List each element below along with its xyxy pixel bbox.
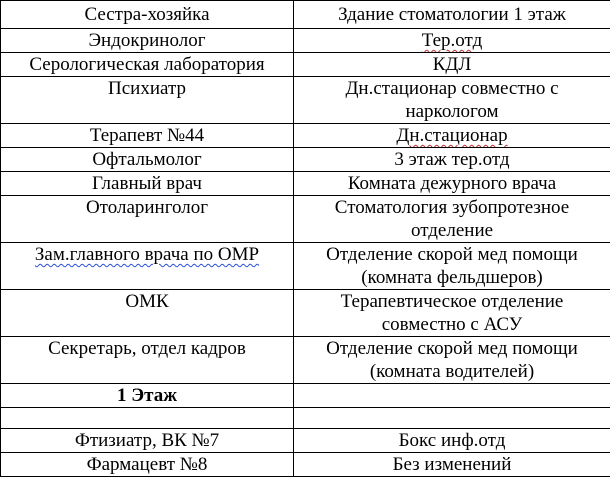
cell-right xyxy=(294,408,610,429)
table-row xyxy=(1,1,610,29)
cell-left: Главный врач xyxy=(1,172,294,196)
cell-left-text: Зам.главного врача по ОМР xyxy=(34,244,260,265)
table-row xyxy=(1,196,610,243)
cell-left: Психиатр xyxy=(1,77,294,124)
table-row xyxy=(1,53,610,77)
table-row xyxy=(1,453,610,477)
cell-left: Фармацевт №8 xyxy=(1,453,294,477)
cell-right: Бокс инф.отд xyxy=(294,429,610,453)
cell-left: Офтальмолог xyxy=(1,148,294,172)
cell-right: Отделение скорой мед помощи (комната фельдшеров) xyxy=(294,243,610,290)
cell-left: Секретарь, отдел кадров xyxy=(1,337,294,384)
cell-right: Без изменений xyxy=(294,453,610,477)
table-row xyxy=(1,429,610,453)
cell-right: 3 этаж тер.отд xyxy=(294,148,610,172)
cell-left: ОМК xyxy=(1,290,294,337)
table-row xyxy=(1,77,610,124)
cell-left xyxy=(1,243,294,290)
cell-right xyxy=(294,124,610,148)
table-row xyxy=(1,243,610,290)
cell-right: КДЛ xyxy=(294,53,610,77)
table-row xyxy=(1,172,610,196)
cell-right-text: Дн.стационар xyxy=(396,125,508,146)
cell-right: Отделение скорой мед помощи (комната водителей) xyxy=(294,337,610,384)
cell-left: Отоларинголог xyxy=(1,196,294,243)
table-row xyxy=(1,124,610,148)
cell-right: Дн.стационар совместно с наркологом xyxy=(294,77,610,124)
cell-left: Эндокринолог xyxy=(1,29,294,53)
table-row xyxy=(1,148,610,172)
cell-right-text: Тер.отд xyxy=(421,30,483,51)
cell-left: Серологическая лаборатория xyxy=(1,53,294,77)
table-row xyxy=(1,408,610,429)
table-row xyxy=(1,337,610,384)
table-row xyxy=(1,29,610,53)
cell-right: Комната дежурного врача xyxy=(294,172,610,196)
cell-left: Сестра-хозяйка xyxy=(1,1,294,29)
section-heading: 1 Этаж xyxy=(1,384,294,408)
cell-left: Терапевт №44 xyxy=(1,124,294,148)
table-row xyxy=(1,290,610,337)
cell-left: Фтизиатр, ВК №7 xyxy=(1,429,294,453)
cell-right xyxy=(294,29,610,53)
cell-right: Здание стоматологии 1 этаж xyxy=(294,1,610,29)
table-row xyxy=(1,384,610,408)
cell-right: Стоматология зубопротезное отделение xyxy=(294,196,610,243)
cell-right: Терапевтическое отделение совместно с АСУ xyxy=(294,290,610,337)
cell-right xyxy=(294,384,610,408)
cell-left xyxy=(1,408,294,429)
